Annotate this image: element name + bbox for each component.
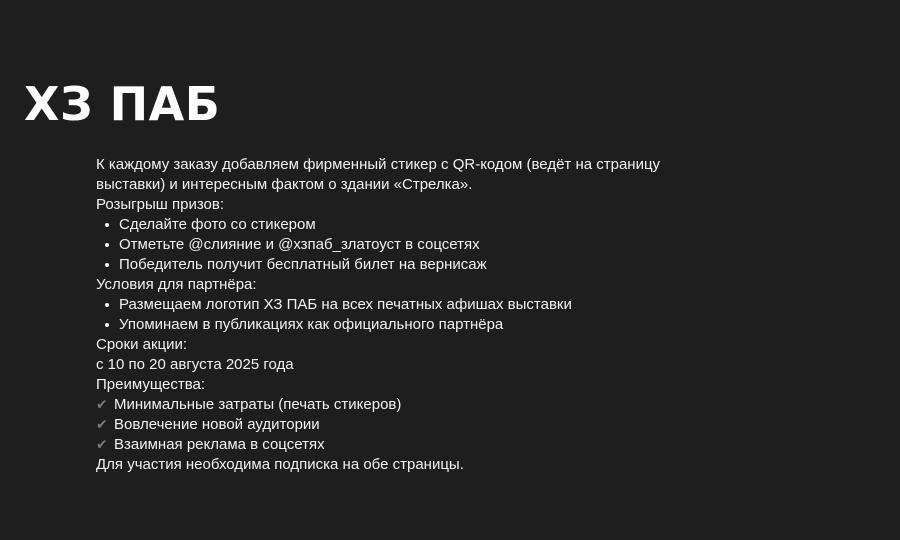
slide-title: ХЗ ПАБ xyxy=(24,77,221,131)
benefits-heading: Преимущества: xyxy=(96,376,206,393)
benefit-text: Взаимная реклама в соцсетях xyxy=(114,436,325,453)
check-icon: ✔ xyxy=(96,437,108,453)
list-item: Сделайте фото со стикером xyxy=(96,215,696,235)
benefit-text: Вовлечение новой аудитории xyxy=(114,416,320,433)
list-item: Упоминаем в публикациях как официального партнёра xyxy=(96,315,696,335)
intro-text: К каждому заказу добавляем фирменный стикер с QR-кодом (ведёт на страницу выставки) и интересным фактом о здании «Стрелка». xyxy=(96,156,661,193)
check-icon: ✔ xyxy=(96,417,108,433)
list-item xyxy=(96,415,696,435)
list-item xyxy=(96,395,696,415)
list-item: Победитель получит бесплатный билет на вернисаж xyxy=(96,255,696,275)
slide-body xyxy=(96,155,696,475)
partner-list xyxy=(96,295,696,335)
benefit-text: Минимальные затраты (печать стикеров) xyxy=(114,396,402,413)
giveaway-list xyxy=(96,215,696,275)
dates-heading: Сроки акции: xyxy=(96,336,188,353)
list-item xyxy=(96,435,696,455)
dates-value: с 10 по 20 августа 2025 года xyxy=(96,356,294,373)
partner-heading: Условия для партнёра: xyxy=(96,276,257,293)
footer-note: Для участия необходима подписка на обе страницы. xyxy=(96,456,464,473)
list-item: Отметьте @слияние и @хзпаб_златоуст в соцсетях xyxy=(96,235,696,255)
benefits-list xyxy=(96,395,696,455)
giveaway-heading: Розыгрыш призов: xyxy=(96,196,225,213)
check-icon: ✔ xyxy=(96,397,108,413)
list-item: Размещаем логотип ХЗ ПАБ на всех печатных афишах выставки xyxy=(96,295,696,315)
